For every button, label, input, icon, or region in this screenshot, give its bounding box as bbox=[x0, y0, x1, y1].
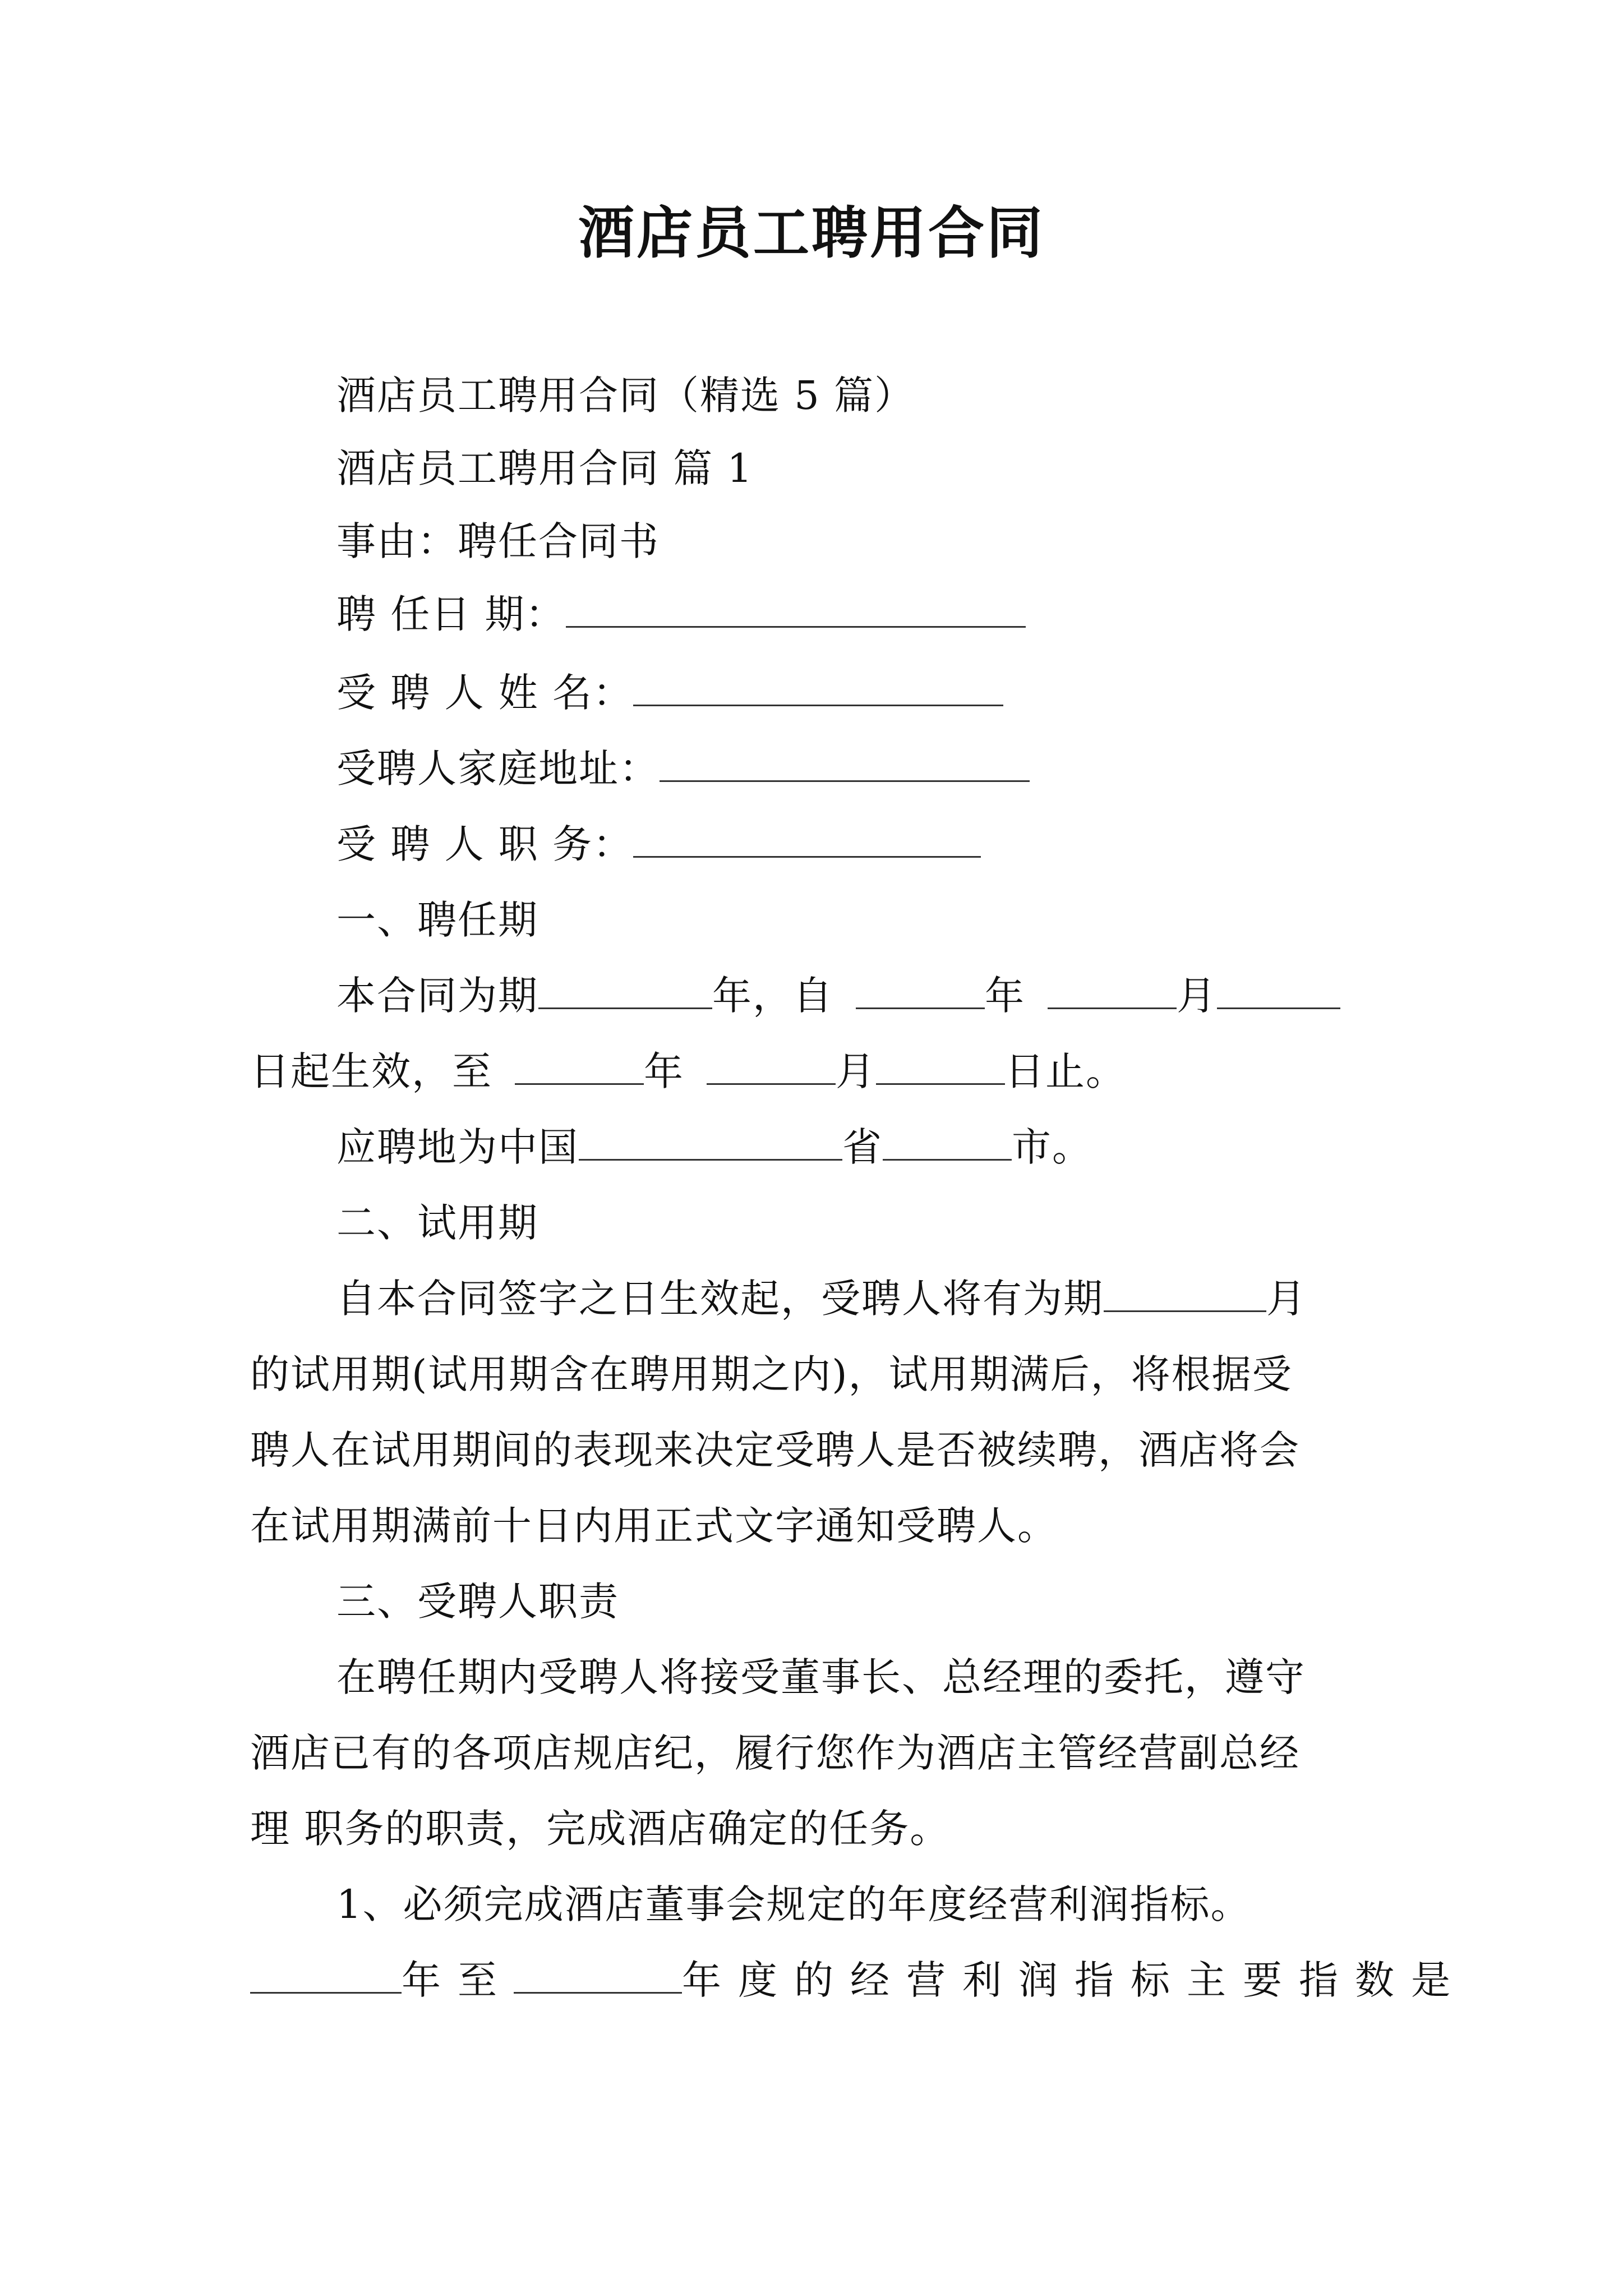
paragraph-line: 理 职务的职责，完成酒店确定的任务。 bbox=[250, 1806, 951, 1852]
text-fragment: 年至 bbox=[402, 1957, 514, 2003]
employee-position-label: 受 聘 人 职 务： bbox=[336, 821, 634, 867]
text-fragment: 日止。 bbox=[1005, 1048, 1126, 1094]
start-month-blank[interactable] bbox=[1048, 973, 1177, 1009]
paragraph-line: 聘人在试用期间的表现来决定受聘人是否被续聘，酒店将会 bbox=[250, 1427, 1300, 1473]
section-heading: 酒店员工聘用合同 篇 1 bbox=[336, 445, 754, 491]
subtitle-line: 酒店员工聘用合同（精选 5 篇） bbox=[336, 372, 915, 418]
text-fragment: 月 bbox=[836, 1048, 876, 1094]
end-year-blank[interactable] bbox=[515, 1048, 644, 1085]
employee-address-label: 受聘人家庭地址： bbox=[336, 746, 660, 792]
to-year-blank[interactable] bbox=[514, 1957, 682, 1994]
start-year-blank[interactable] bbox=[856, 973, 985, 1009]
province-blank[interactable] bbox=[579, 1124, 842, 1161]
subject-line: 事由：聘任合同书 bbox=[336, 518, 660, 564]
text-fragment: 月 bbox=[1266, 1276, 1307, 1322]
text-fragment: 年 bbox=[985, 973, 1025, 1019]
appointment-date-blank[interactable] bbox=[566, 591, 1026, 628]
employee-name-row bbox=[250, 665, 1394, 721]
paragraph-line: 在试用期满前十日内用正式文字通知受聘人。 bbox=[250, 1503, 1058, 1549]
page-title: 酒店员工聘用合同 bbox=[578, 200, 1045, 266]
paragraph-line bbox=[250, 1952, 1467, 2008]
location-row bbox=[250, 1119, 1394, 1175]
probation-months-blank[interactable] bbox=[1104, 1276, 1266, 1312]
employee-name-blank[interactable] bbox=[633, 670, 1003, 706]
paragraph-line: 的试用期(试用期含在聘用期之内)，试用期满后，将根据受 bbox=[250, 1351, 1293, 1397]
section-heading: 二、试用期 bbox=[336, 1200, 538, 1246]
appointment-date-label: 聘 任日 期： bbox=[336, 591, 566, 637]
end-month-blank[interactable] bbox=[707, 1048, 836, 1085]
start-day-blank[interactable] bbox=[1217, 973, 1340, 1009]
employee-position-row bbox=[250, 816, 1394, 872]
text-fragment: 年 bbox=[644, 1048, 684, 1094]
paragraph-line: 酒店已有的各项店规店纪，履行您作为酒店主管经营副总经 bbox=[250, 1730, 1300, 1776]
employee-name-label: 受 聘 人 姓 名： bbox=[336, 670, 634, 716]
city-blank[interactable] bbox=[883, 1124, 1012, 1161]
employee-address-blank[interactable] bbox=[660, 746, 1030, 782]
employee-position-blank[interactable] bbox=[633, 821, 981, 858]
text-fragment: 年，自 bbox=[712, 973, 833, 1019]
section-heading: 三、受聘人职责 bbox=[336, 1579, 619, 1625]
end-day-blank[interactable] bbox=[876, 1048, 1005, 1085]
from-year-blank[interactable] bbox=[250, 1957, 402, 1994]
text-fragment: 月 bbox=[1177, 973, 1217, 1019]
paragraph-line bbox=[250, 1271, 1394, 1327]
term-years-blank[interactable] bbox=[538, 973, 712, 1009]
text-fragment: 应聘地为中国 bbox=[336, 1124, 579, 1170]
list-item: 1、必须完成酒店董事会规定的年度经营利润指标。 bbox=[336, 1881, 1251, 1927]
employee-address-row bbox=[250, 740, 1394, 797]
paragraph-line bbox=[250, 1043, 1394, 1099]
paragraph-line: 在聘任期内受聘人将接受董事长、总经理的委托，遵守 bbox=[336, 1654, 1306, 1700]
text-fragment: 日起生效，至 bbox=[250, 1048, 492, 1094]
text-fragment: 本合同为期 bbox=[336, 973, 538, 1019]
text-fragment: 年度的经营利润指标主要指数是 bbox=[682, 1957, 1467, 2003]
appointment-date-row bbox=[250, 586, 1394, 642]
text-fragment: 省 bbox=[842, 1124, 883, 1170]
text-fragment: 市。 bbox=[1012, 1124, 1092, 1170]
section-heading: 一、聘任期 bbox=[336, 897, 538, 943]
text-fragment: 自本合同签字之日生效起，受聘人将有为期 bbox=[336, 1276, 1104, 1322]
paragraph-line bbox=[250, 968, 1394, 1024]
